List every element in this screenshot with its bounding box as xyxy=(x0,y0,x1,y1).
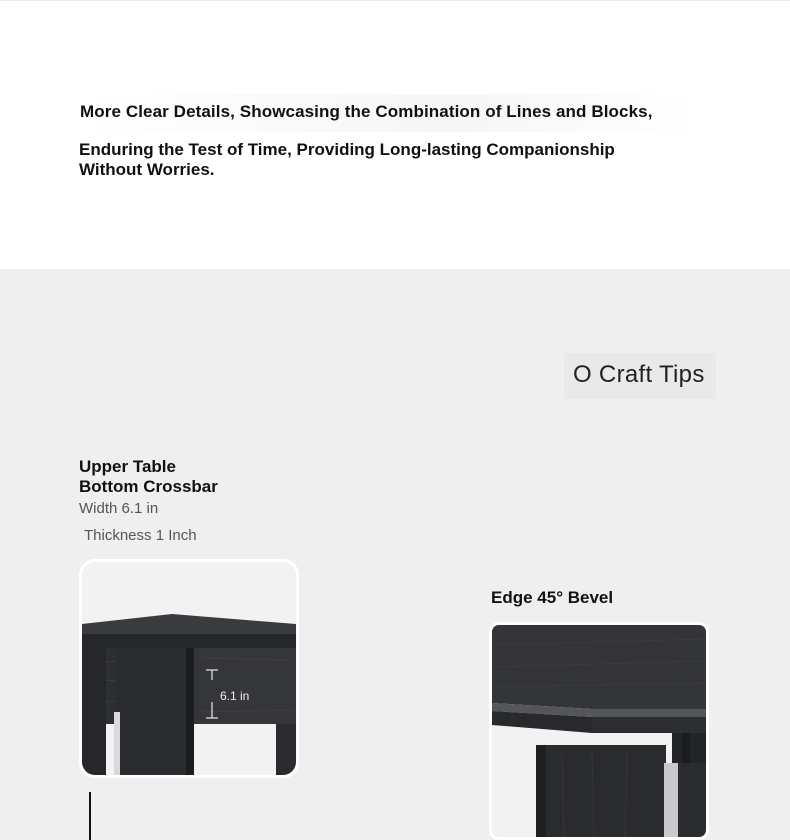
crossbar-heading xyxy=(79,457,218,497)
crossbar-heading-line2: Bottom Crossbar xyxy=(79,477,218,496)
craft-tips-title: O Craft Tips xyxy=(573,361,705,388)
intro-headline-line2: Enduring the Test of Time, Providing Long-lasting Companionship Without Worries. xyxy=(79,140,615,179)
crossbar-table-illustration xyxy=(82,562,296,775)
bevel-detail-image xyxy=(489,622,709,840)
crossbar-heading-line1: Upper Table xyxy=(79,457,176,476)
crossbar-dimension-label: 6.1 in xyxy=(220,689,250,703)
crossbar-detail-image xyxy=(79,559,299,778)
bevel-table-illustration xyxy=(492,625,706,837)
bevel-heading: Edge 45° Bevel xyxy=(491,588,614,607)
crossbar-width-spec: Width 6.1 in xyxy=(79,500,159,517)
intro-headline-line1: More Clear Details, Showcasing the Combination of Lines and Blocks, xyxy=(78,94,700,132)
divider-line xyxy=(89,792,91,840)
intro-section xyxy=(0,0,790,269)
crossbar-thickness-spec: Thickness 1 Inch xyxy=(84,527,197,544)
